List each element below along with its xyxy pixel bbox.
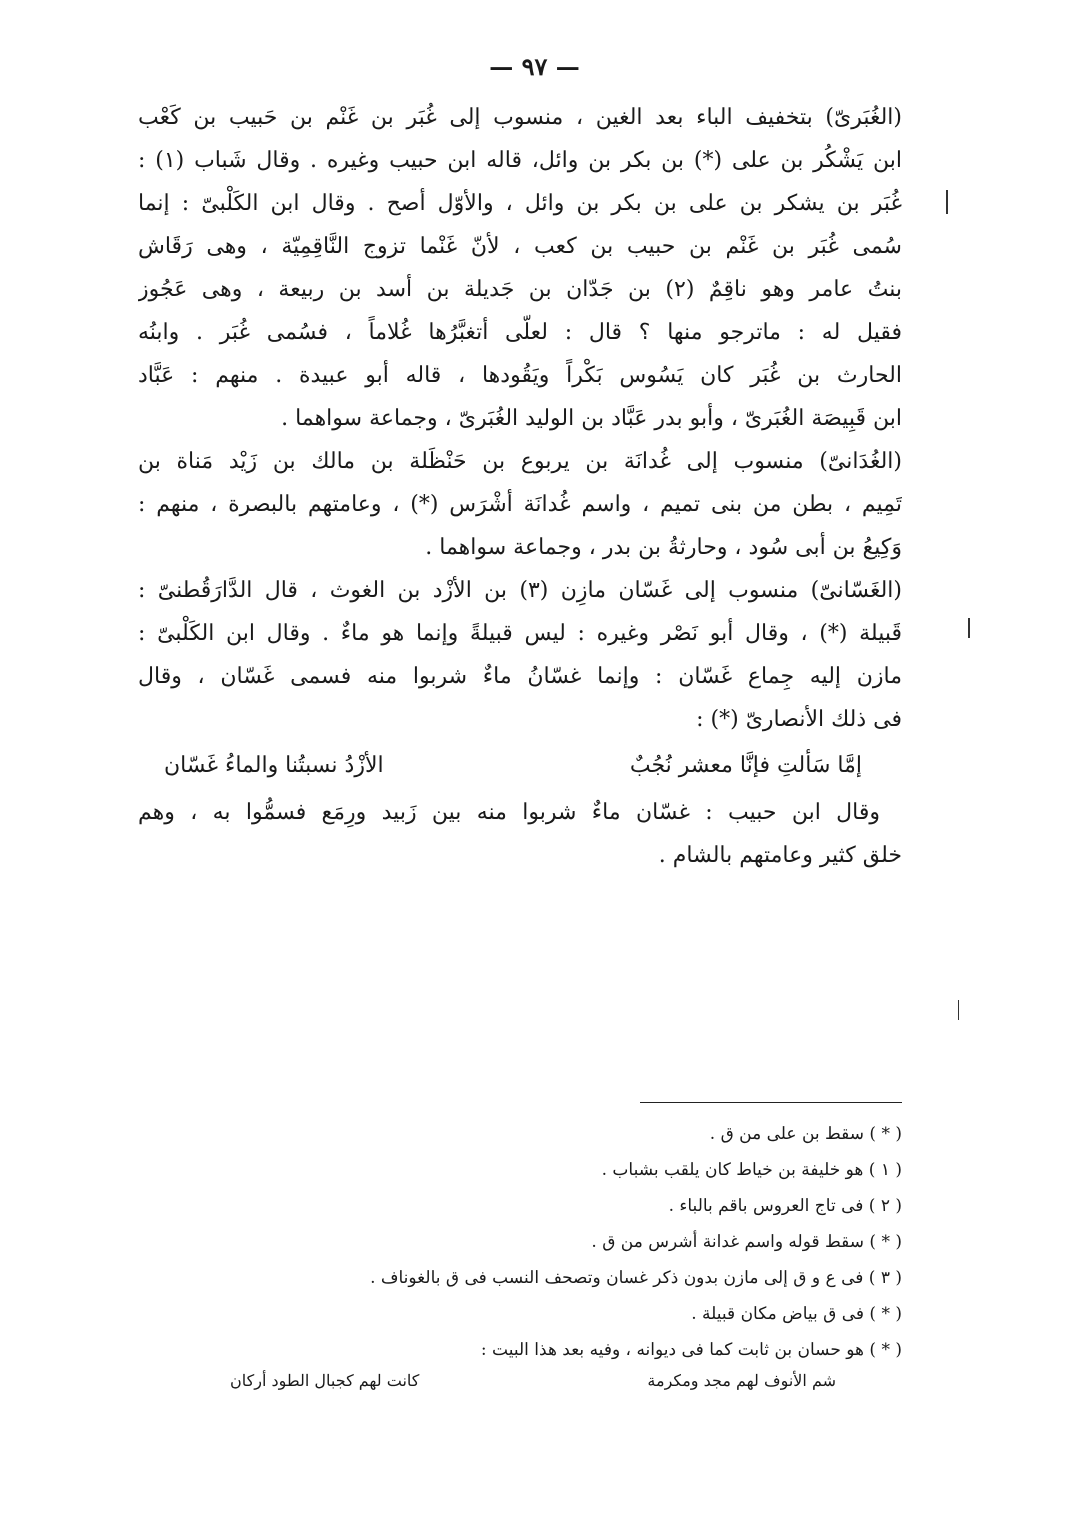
text-line: (الغُبَرىّ) بتخفيف الباء بعد الغين ، منسوب إلى غُبَر بن غَنْم بن حَبيب بن كَعْب bbox=[138, 105, 902, 130]
text-line: فى ذلك الأنصارىّ (*) : bbox=[696, 707, 902, 732]
text-line: تَمِيم ، بطن من بنى تميم ، واسم غُدانَة أشْرَس (*) ، وعامتهم بالبصرة ، منهم : bbox=[138, 492, 902, 517]
footnote: ( * ) فى ق بياض مكان قبيلة . bbox=[691, 1304, 902, 1324]
verse-second-hemistich: الأزْدُ نسبتُنا والماءُ غَسّان bbox=[164, 753, 384, 778]
footnote: ( ٢ ) فى تاج العروس باقم بالباء . bbox=[668, 1196, 902, 1216]
text-line: غُبَر بن يشكر بن على بن بكر بن وائل ، والأوّل أصح . وقال ابن الكَلْبىّ : إنما bbox=[138, 191, 902, 216]
verse-first-hemistich: إمَّا سَألتِ فإنَّا معشر نُجُبٌ bbox=[629, 753, 862, 778]
poem-verse bbox=[138, 741, 902, 791]
margin-mark bbox=[946, 190, 948, 214]
footnote: ( * ) سقط قوله واسم غدانة أشرس من ق . bbox=[591, 1232, 902, 1252]
margin-mark bbox=[958, 1000, 959, 1020]
footnote: ( * ) هو حسان بن ثابت كما فى ديوانه ، وفيه بعد هذا البيت : bbox=[480, 1340, 902, 1360]
text-line: فقيل له : ماترجو منها ؟ قال : لعلّى أتغبَّرُها غُلاماً ، فسُمى غُبَر . وابنُه bbox=[138, 320, 902, 345]
footnotes bbox=[230, 1116, 902, 1394]
text-line: بنتُ عامر وهو ناقِمٌ (٢) بن جَدّان بن جَديلة بن أسد بن ربيعة ، وهى عَجُوز bbox=[138, 277, 902, 302]
text-line: وقال ابن حبيب : غسّان ماءٌ شربوا منه بين زَبيد ورِمَع فسمُّوا به ، وهم bbox=[138, 800, 880, 825]
text-line: خلق كثير وعامتهم بالشام . bbox=[658, 843, 902, 868]
text-line: (الغَسّانىّ) منسوب إلى غَسّان مازِن (٣) بن الأزْد بن الغوث ، قال الدَّارَقُطنىّ : bbox=[138, 578, 902, 603]
page-number: — ٩٧ — bbox=[489, 52, 580, 81]
footnote: ( ١ ) هو خليفة بن خياط كان يلقب بشباب . bbox=[601, 1160, 902, 1180]
main-text bbox=[138, 96, 902, 877]
text-line: ابن قَبِيصَة الغُبَرىّ ، وأبو بدر عَبَّاد بن الوليد الغُبَرىّ ، وجماعة سواهما . bbox=[281, 406, 902, 431]
text-line: (الغُدَانىّ) منسوب إلى غُدانَة بن يربوع بن حَنْظَلة بن مالك بن زَيْد مَناة بن bbox=[138, 449, 902, 474]
text-line: سُمى غُبَر بن غَنْم بن حبيب بن كعب ، لأنّ غَنْما تزوج النَّاقِمِيّة ، وهى رَقَاش bbox=[138, 234, 902, 259]
text-line: وَكِيعُ بن أبى سُود ، وحارثةُ بن بدر ، وجماعة سواهما . bbox=[425, 535, 902, 560]
text-line: ابن يَشْكُر بن على (*) بن بكر بن وائل، قاله ابن حبيب وغيره . وقال شَباب (١) : bbox=[138, 148, 902, 173]
margin-mark bbox=[968, 618, 970, 638]
footnote-verse bbox=[230, 1368, 902, 1394]
text-line: قَبيلة (*) ، وقال أبو نَصْر وغيره : ليس قبيلةً وإنما هو ماءٌ . وقال ابن الكَلْبىّ : bbox=[138, 621, 902, 646]
footnote-verse-first-hemistich: شم الأنوف لهم مجد ومكرمة bbox=[647, 1371, 836, 1390]
text-line: الحارث بن غُبَر كان يَسُوس بَكْراً ويَقُودها ، قاله أبو عبيدة . منهم : عَبَّاد bbox=[138, 363, 902, 388]
footnote-divider bbox=[640, 1102, 902, 1103]
footnote: ( * ) سقط بن على من ق . bbox=[709, 1124, 902, 1144]
text-line: مازن إليه جِماع غَسّان : وإنما غسّانُ ماءٌ شربوا منه فسمى غَسّان ، وقال bbox=[138, 664, 902, 689]
footnote: ( ٣ ) فى ع و ق إلى مازن بدون ذكر غسان وتصحف النسب فى ق بالغوناف . bbox=[370, 1268, 902, 1288]
footnote-verse-second-hemistich: كانت لهم كجبال الطود أركان bbox=[230, 1371, 420, 1390]
